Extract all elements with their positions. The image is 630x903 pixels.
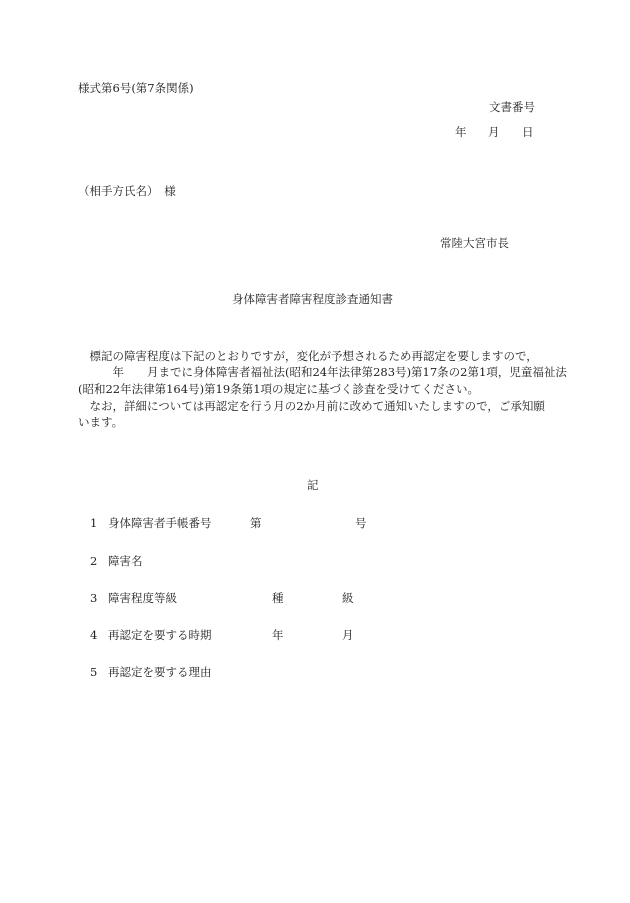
item-number: 1 <box>90 516 98 530</box>
ki-heading: 記 <box>307 478 319 492</box>
item-field-prefix: 種 <box>272 591 284 605</box>
form-id: 様式第6号(第7条関係) <box>78 81 194 95</box>
item-number: 4 <box>90 628 98 642</box>
item-label: 再認定を要する時期 <box>108 628 212 642</box>
item-number: 2 <box>90 554 98 568</box>
body-line: 年 月までに身体障害者福祉法(昭和24年法律第283号)第17条の2第1項，児童福祉法 <box>78 365 567 379</box>
item-label: 再認定を要する理由 <box>108 665 212 679</box>
item-field-suffix: 月 <box>342 628 354 642</box>
item-field-suffix: 級 <box>342 591 354 605</box>
item-field-suffix: 号 <box>355 516 367 530</box>
date-day: 日 <box>522 125 534 139</box>
body-line: (昭和22年法律第164号)第19条第1項の規定に基づく診査を受けてください。 <box>78 382 480 396</box>
body-line: います。 <box>78 415 124 429</box>
issuer-name: 常陸大宮市長 <box>440 236 509 250</box>
item-field-prefix: 第 <box>250 516 262 530</box>
date-year: 年 <box>455 125 467 139</box>
item-number: 3 <box>90 591 98 605</box>
item-label: 身体障害者手帳番号 <box>108 516 212 530</box>
body-line: なお，詳細については再認定を行う月の2か月前に改めて通知いたしますので，ご承知願 <box>78 399 545 413</box>
item-label: 障害程度等級 <box>108 591 177 605</box>
item-field-prefix: 年 <box>272 628 284 642</box>
item-number: 5 <box>90 665 98 679</box>
recipient-name: （相手方氏名） 様 <box>78 184 176 198</box>
date-month: 月 <box>488 125 500 139</box>
item-label: 障害名 <box>108 554 143 568</box>
document-title: 身体障害者障害程度診査通知書 <box>232 292 393 306</box>
document-number-label: 文書番号 <box>489 100 535 114</box>
body-line: 標記の障害程度は下記のとおりですが，変化が予想されるため再認定を要しますので， <box>78 349 538 363</box>
